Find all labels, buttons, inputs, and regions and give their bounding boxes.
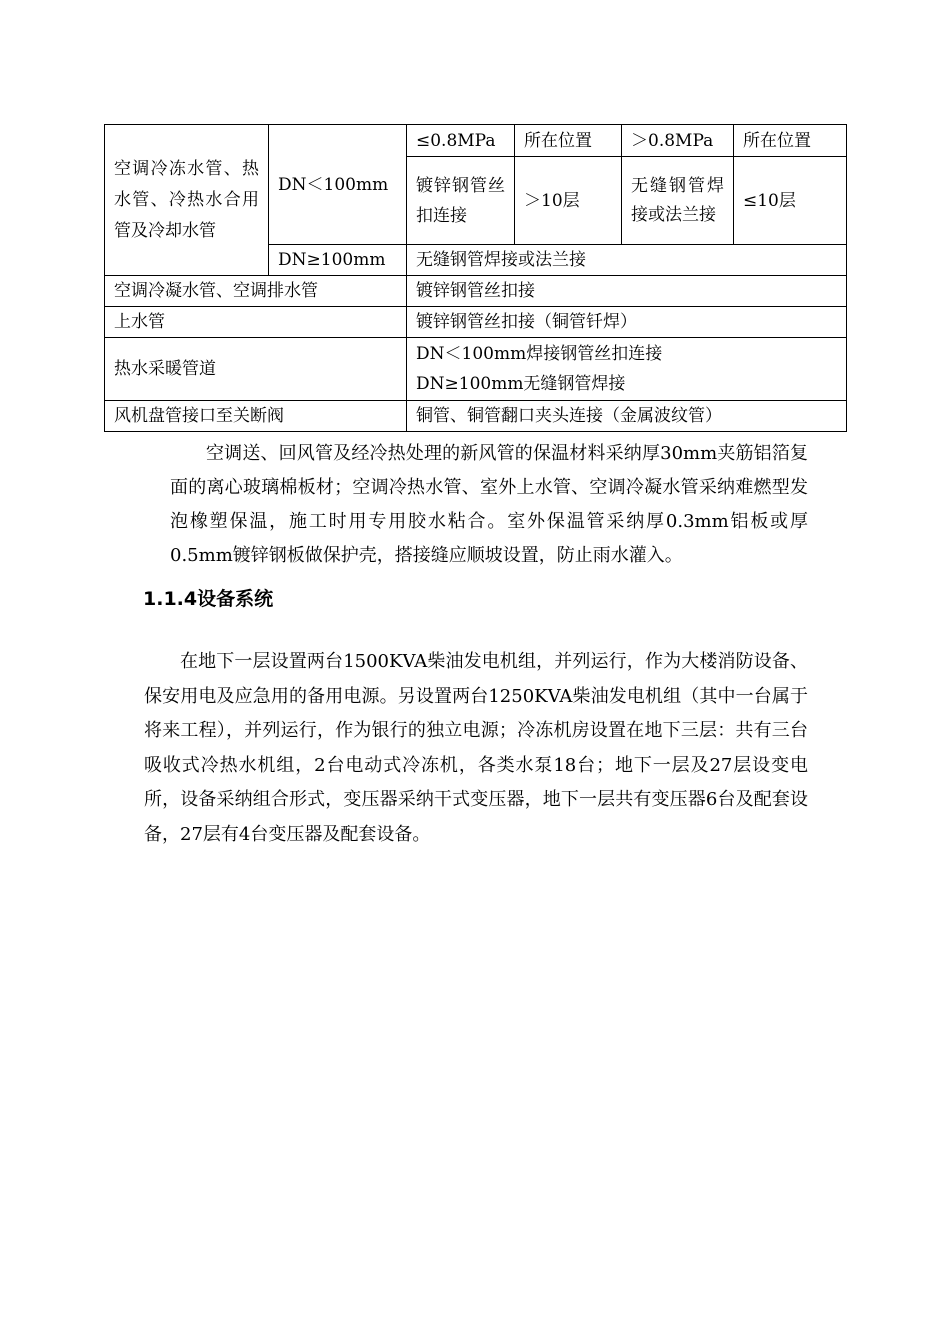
header-high-location: 所在位置 [734, 125, 847, 157]
heating-line-1: DN＜100mm焊接钢管丝扣连接 [416, 344, 663, 364]
small-high-method: 无缝钢管焊接或法兰接 [622, 157, 734, 245]
header-high-pressure: ＞0.8MPa [622, 125, 734, 157]
section-heading: 1.1.4设备系统 [143, 588, 274, 610]
table-row [105, 338, 847, 401]
pipe-type-chilled-water: 空调冷冻水管、热水管、冷热水合用管及冷却水管 [105, 125, 269, 276]
pipe-spec-table [104, 124, 847, 432]
row-value-condensate: 镀锌钢管丝扣接 [407, 276, 847, 307]
header-low-location: 所在位置 [515, 125, 622, 157]
small-low-floor: ＞10层 [515, 157, 622, 245]
insulation-paragraph: 空调送、回风管及经冷热处理的新风管的保温材料采纳厚30mm夹筋铝箔复面的离心玻璃棉板材；空调冷热水管、室外上水管、空调冷凝水管采纳难燃型发泡橡塑保温，施工时用专用胶水粘合。室外保温管采纳厚0.3mm铝板或厚0.5mm镀锌钢板做保护壳，搭接缝应顺坡设置，防止雨水灌入。 [170, 443, 808, 566]
row-value-fan-coil: 铜管、铜管翻口夹头连接（金属波纹管） [407, 401, 847, 432]
table-row [105, 307, 847, 338]
row-value-supply-water: 镀锌钢管丝扣接（铜管钎焊） [407, 307, 847, 338]
row-label-condensate: 空调冷凝水管、空调排水管 [105, 276, 407, 307]
heating-line-2: DN≥100mm无缝钢管焊接 [416, 374, 626, 394]
table-row [105, 276, 847, 307]
dn-large-label: DN≥100mm [269, 245, 407, 276]
small-high-floor: ≤10层 [734, 157, 847, 245]
large-method: 无缝钢管焊接或法兰接 [407, 245, 847, 276]
row-label-heating: 热水采暖管道 [105, 338, 407, 401]
table-row [105, 401, 847, 432]
row-label-supply-water: 上水管 [105, 307, 407, 338]
table-row [105, 125, 847, 157]
header-low-pressure: ≤0.8MPa [407, 125, 515, 157]
dn-small-label: DN＜100mm [269, 125, 407, 245]
row-label-fan-coil: 风机盘管接口至关断阀 [105, 401, 407, 432]
row-value-heating [407, 338, 847, 401]
small-low-method: 镀锌钢管丝扣连接 [407, 157, 515, 245]
equipment-paragraph: 在地下一层设置两台1500KVA柴油发电机组，并列运行，作为大楼消防设备、保安用电及应急用的备用电源。另设置两台1250KVA柴油发电机组（其中一台属于将来工程），并列运行，作为银行的独立电源；冷冻机房设置在地下三层：共有三台吸收式冷热水机组，2台电动式冷冻机，各类水泵18台；地下一层及27层设变电所，设备采纳组合形式，变压器采纳干式变压器，地下一层共有变压器6台及配套设备，27层有4台变压器及配套设备。 [144, 651, 808, 845]
